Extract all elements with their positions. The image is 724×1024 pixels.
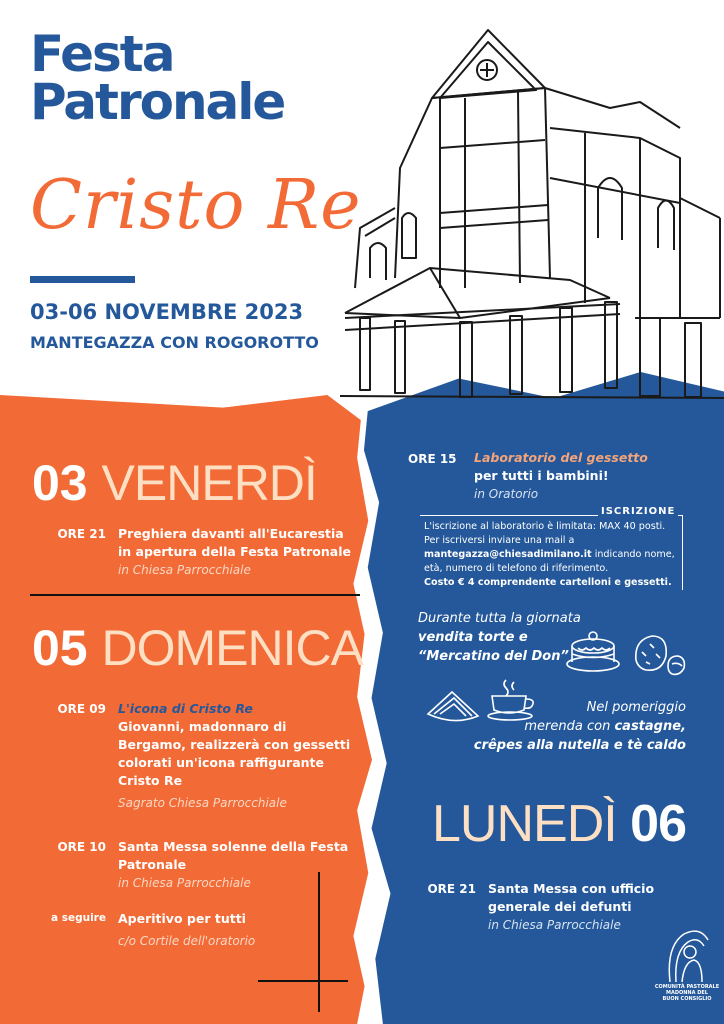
chestnut-icon <box>628 630 690 680</box>
registration-text <box>424 520 680 590</box>
lab-event-line-1: per tutti i bambini! <box>474 468 609 483</box>
registration-line-2: Per iscriversi inviare una mail a <box>424 535 575 546</box>
friday-heading <box>32 455 317 511</box>
title-line-2: Patronale <box>30 73 285 131</box>
monday-event-line-2: generale dei defunti <box>488 899 632 914</box>
sunday-event-1-time: ORE 09 <box>57 702 106 716</box>
lab-event-title: Laboratorio del gessetto <box>474 450 648 465</box>
logo-line-3: BUON CONSIGLIO <box>662 996 712 1002</box>
divider-line <box>30 594 360 596</box>
monday-day-name: LUNEDÌ <box>432 795 617 853</box>
friday-day-name: VENERDÌ <box>101 455 317 511</box>
cake-icon <box>564 624 622 674</box>
registration-line-4: età, numero di telefono di riferimento. <box>424 563 609 574</box>
monday-heading <box>432 796 686 852</box>
lab-event-time: ORE 15 <box>408 452 457 466</box>
friday-event-line-2: in apertura della Festa Patronale <box>118 544 351 559</box>
sunday-event-1-location: Sagrato Chiesa Parrocchiale <box>118 796 287 810</box>
activities-line-5a: merenda con <box>524 719 615 734</box>
activities-line-3: “Mercatino del Don” <box>418 649 569 664</box>
sunday-day-number: 05 <box>32 620 88 676</box>
registration-email-link[interactable]: mantegazza@chiesadimilano.it <box>424 549 592 560</box>
friday-day-number: 03 <box>32 455 88 511</box>
activities-line-6: crêpes alla nutella e tè caldo <box>473 738 686 753</box>
festival-dates: 03-06 NOVEMBRE 2023 <box>30 300 304 324</box>
afternoon-activities <box>470 698 686 755</box>
sunday-event-2 <box>118 838 363 892</box>
decorative-line <box>258 980 348 982</box>
registration-line-5: Costo € 4 comprendente cartelloni e gessetti. <box>424 577 672 588</box>
logo-line-2: MADONNA DEL <box>666 990 708 996</box>
lab-event <box>474 449 714 503</box>
sunday-event-2-time: ORE 10 <box>57 840 106 854</box>
logo-text <box>652 984 722 1002</box>
friday-event-location: in Chiesa Parrocchiale <box>118 563 251 577</box>
registration-line-3: indicando nome, <box>594 549 675 560</box>
sunday-event-3-time: a seguire <box>50 912 106 924</box>
sunday-event-3 <box>118 910 363 950</box>
registration-tag: ISCRIZIONE <box>598 506 678 517</box>
activities-line-1: Durante tutta la giornata <box>418 611 581 626</box>
sunday-event-1 <box>118 700 363 812</box>
activities-line-2: vendita torte e <box>418 630 528 645</box>
monday-event-time: ORE 21 <box>427 882 476 896</box>
monday-event-location: in Chiesa Parrocchiale <box>488 918 621 932</box>
friday-event <box>118 525 368 579</box>
friday-event-time: ORE 21 <box>57 527 106 541</box>
festival-title <box>30 25 285 131</box>
festival-subtitle: Cristo Re <box>30 166 362 245</box>
sunday-event-2-location: in Chiesa Parrocchiale <box>118 876 251 890</box>
sunday-heading <box>32 620 363 676</box>
sunday-event-2-line-2: Patronale <box>118 857 187 872</box>
sunday-event-2-line-1: Santa Messa solenne della Festa <box>118 839 349 854</box>
activities-line-5b: castagne, <box>614 719 686 734</box>
sunday-event-1-title: L'icona di Cristo Re <box>118 701 253 716</box>
logo-line-1: COMUNITÀ PASTORALE <box>654 984 720 990</box>
header-rule <box>30 276 135 283</box>
sunday-event-1-line-3: colorati un'icona raffigurante <box>118 755 325 770</box>
monday-event-line-1: Santa Messa con ufficio <box>488 881 655 896</box>
sunday-event-1-line-4: Cristo Re <box>118 773 183 788</box>
lab-event-location: in Oratorio <box>474 487 539 501</box>
friday-event-line-1: Preghiera davanti all'Eucarestia <box>118 526 344 541</box>
church-illustration <box>340 18 724 403</box>
sunday-event-1-line-2: Bergamo, realizzerà con gessetti <box>118 737 351 752</box>
sunday-day-name: DOMENICA <box>101 620 363 676</box>
monday-day-number: 06 <box>630 795 687 853</box>
festival-place: MANTEGAZZA CON ROGOROTTO <box>30 333 319 352</box>
madonna-logo-icon <box>664 926 714 984</box>
sunday-event-3-location: c/o Cortile dell'oratorio <box>118 934 256 948</box>
title-line-1: Festa <box>30 25 174 83</box>
activities-line-4: Nel pomeriggio <box>586 700 686 715</box>
sunday-event-1-line-1: Giovanni, madonnaro di <box>118 719 287 734</box>
registration-line-1: L'iscrizione al laboratorio è limitata: MAX 40 posti. <box>424 521 666 532</box>
registration-line-email-row <box>424 548 680 562</box>
sunday-event-3-line-1: Aperitivo per tutti <box>118 911 246 926</box>
monday-event <box>488 880 688 934</box>
